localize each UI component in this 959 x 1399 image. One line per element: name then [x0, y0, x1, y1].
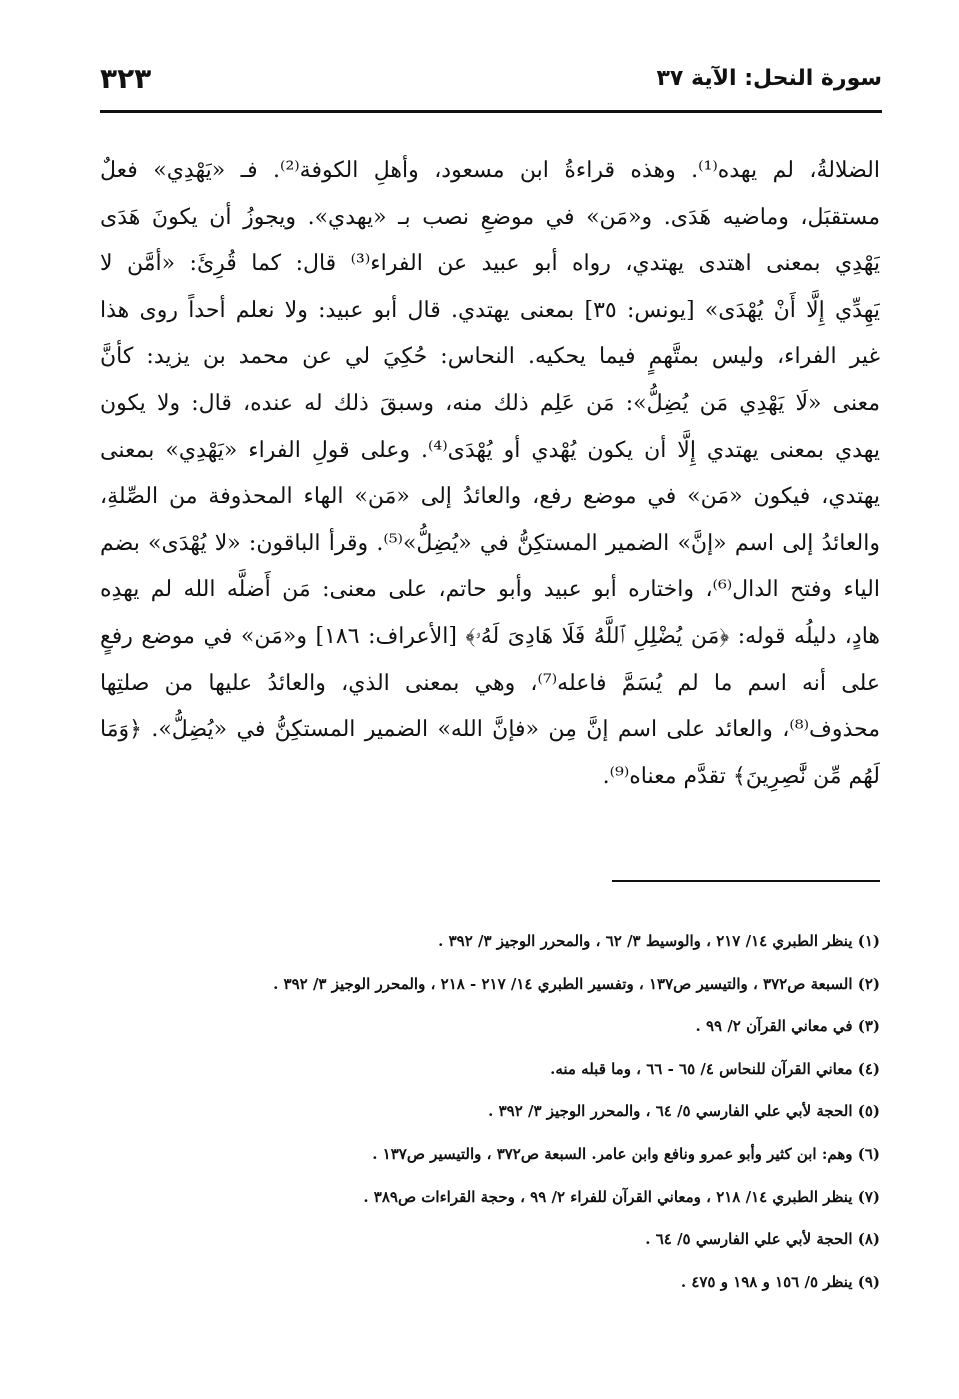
text-line: هادٍ، دليلُه قوله: ﴿مَن يُضْلِلِ ٱللَّهُ فَلَا هَادِىَ لَهُۥ﴾ [الأعراف: ١٨٦] و«مَن» في موضع رفعٍ [100, 623, 880, 649]
text-line: معنى «لَا يَهْدِي مَن يُضِلُّ»: مَن عَلِم ذلك منه، وسبقَ ذلك له عنده، قال: ولا يكون [100, 390, 880, 416]
footnote: (١) ينظر الطبري ١٤/ ٢١٧ ، والوسيط ٣/ ٦٢ ، والمحرر الوجيز ٣/ ٣٩٢ . [438, 932, 880, 950]
footnote: (٩) ينظر ٥/ ١٥٦ و ١٩٨ و ٤٧٥ . [680, 1272, 880, 1291]
text-line: والعائدُ إلى اسم «إنَّ» الضمير المستكِنُّ في «يُضِلُّ»⁽⁵⁾. وقرأ الباقون: «لا يُهْدَى» بضم [100, 530, 880, 556]
text-line: لَهُم مِّن نَّٰصِرِينَ﴾ تقدَّم معناه⁽⁹⁾. [602, 763, 880, 789]
text-line: يهتدي، فيكون «مَن» في موضع رفع، والعائدُ إلى «مَن» الهاء المحذوفة من الصِّلةِ، [100, 484, 880, 510]
footnote: (٨) الحجة لأبي علي الفارسي ٥/ ٦٤ . [645, 1230, 880, 1249]
footnote: (٢) السبعة ص٣٧٢ ، والتيسير ص١٣٧ ، وتفسير الطبري ١٤/ ٢١٧ - ٢١٨ ، والمحرر الوجيز ٣/ ٣٩٢ . [273, 974, 880, 993]
footnote: (٧) ينظر الطبري ١٤/ ٢١٨ ، ومعاني القرآن للفراء ٢/ ٩٩ ، وحجة القراءات ص٣٨٩ . [363, 1187, 880, 1206]
page-number: ٣٢٣ [100, 62, 152, 95]
text-line: يهدي بمعنى يهتدي إِلَّا أن يكون يُهْدي أو يُهْدَى⁽⁴⁾. وعلى قولِ الفراء «يَهْدِي» بمعنى [100, 437, 880, 463]
text-line: على أنه اسم ما لم يُسَمَّ فاعله⁽⁷⁾، وهي بمعنى الذي، والعائدُ عليها من صلتِها [100, 670, 880, 696]
text-line: الياء وفتح الدال⁽⁶⁾، واختاره أبو عبيد وأبو حاتم، على معنى: مَن أَضلَّه الله لم يهدِه [100, 577, 880, 603]
text-line: يَهْدِي بمعنى اهتدى يهتدي، رواه أبو عبيد عن الفراء⁽³⁾ قال: كما قُرِئَ: «أمَّن لا [100, 251, 880, 277]
text-line: الضلالةُ، لم يهده⁽¹⁾. وهذه قراءةُ ابن مسعود، وأهلِ الكوفة⁽²⁾. فـ «يَهْدِي» فعلٌ [100, 158, 880, 183]
text-line: يَهِدِّي إِلَّا أَنْ يُهْدَى» [يونس: ٣٥] بمعنى يهتدي. قال أبو عبيد: ولا نعلم أحداً روى هذا [100, 297, 880, 323]
text-line: مستقبَل، وماضيه هَدَى. و«مَن» في موضعِ نصب بـ «يهدي». ويجوزُ أن يكونَ هَدَى [100, 204, 880, 230]
footnote: (٥) الحجة لأبي علي الفارسي ٥/ ٦٤ ، والمحرر الوجيز ٣/ ٣٩٢ . [488, 1102, 880, 1121]
footnote: (٤) معاني القرآن للنحاس ٤/ ٦٥ - ٦٦ ، وما قبله منه. [550, 1059, 880, 1078]
page-header [100, 62, 882, 113]
footnote: (٣) في معاني القرآن ٢/ ٩٩ . [695, 1017, 880, 1036]
text-line: غير الفراء، وليس بمتَّهمٍ فيما يحكيه. النحاس: حُكِيَ لي عن محمد بن يزيد: كأنَّ [100, 344, 880, 370]
running-title: سورة النحل: الآية ٣٧ [656, 66, 882, 91]
text-line: محذوف⁽⁸⁾، والعائد على اسم إنَّ مِن «فإنَّ الله» الضمير المستكِنُّ في «يُضِلُّ». ﴿وَمَا [100, 717, 880, 743]
main-text [100, 148, 880, 800]
footnote: (٦) وهم: ابن كثير وأبو عمرو ونافع وابن عامر. السبعة ص٣٧٢ ، والتيسير ص١٣٧ . [372, 1144, 880, 1163]
footnotes [100, 924, 880, 1307]
footnote-separator [612, 880, 880, 882]
